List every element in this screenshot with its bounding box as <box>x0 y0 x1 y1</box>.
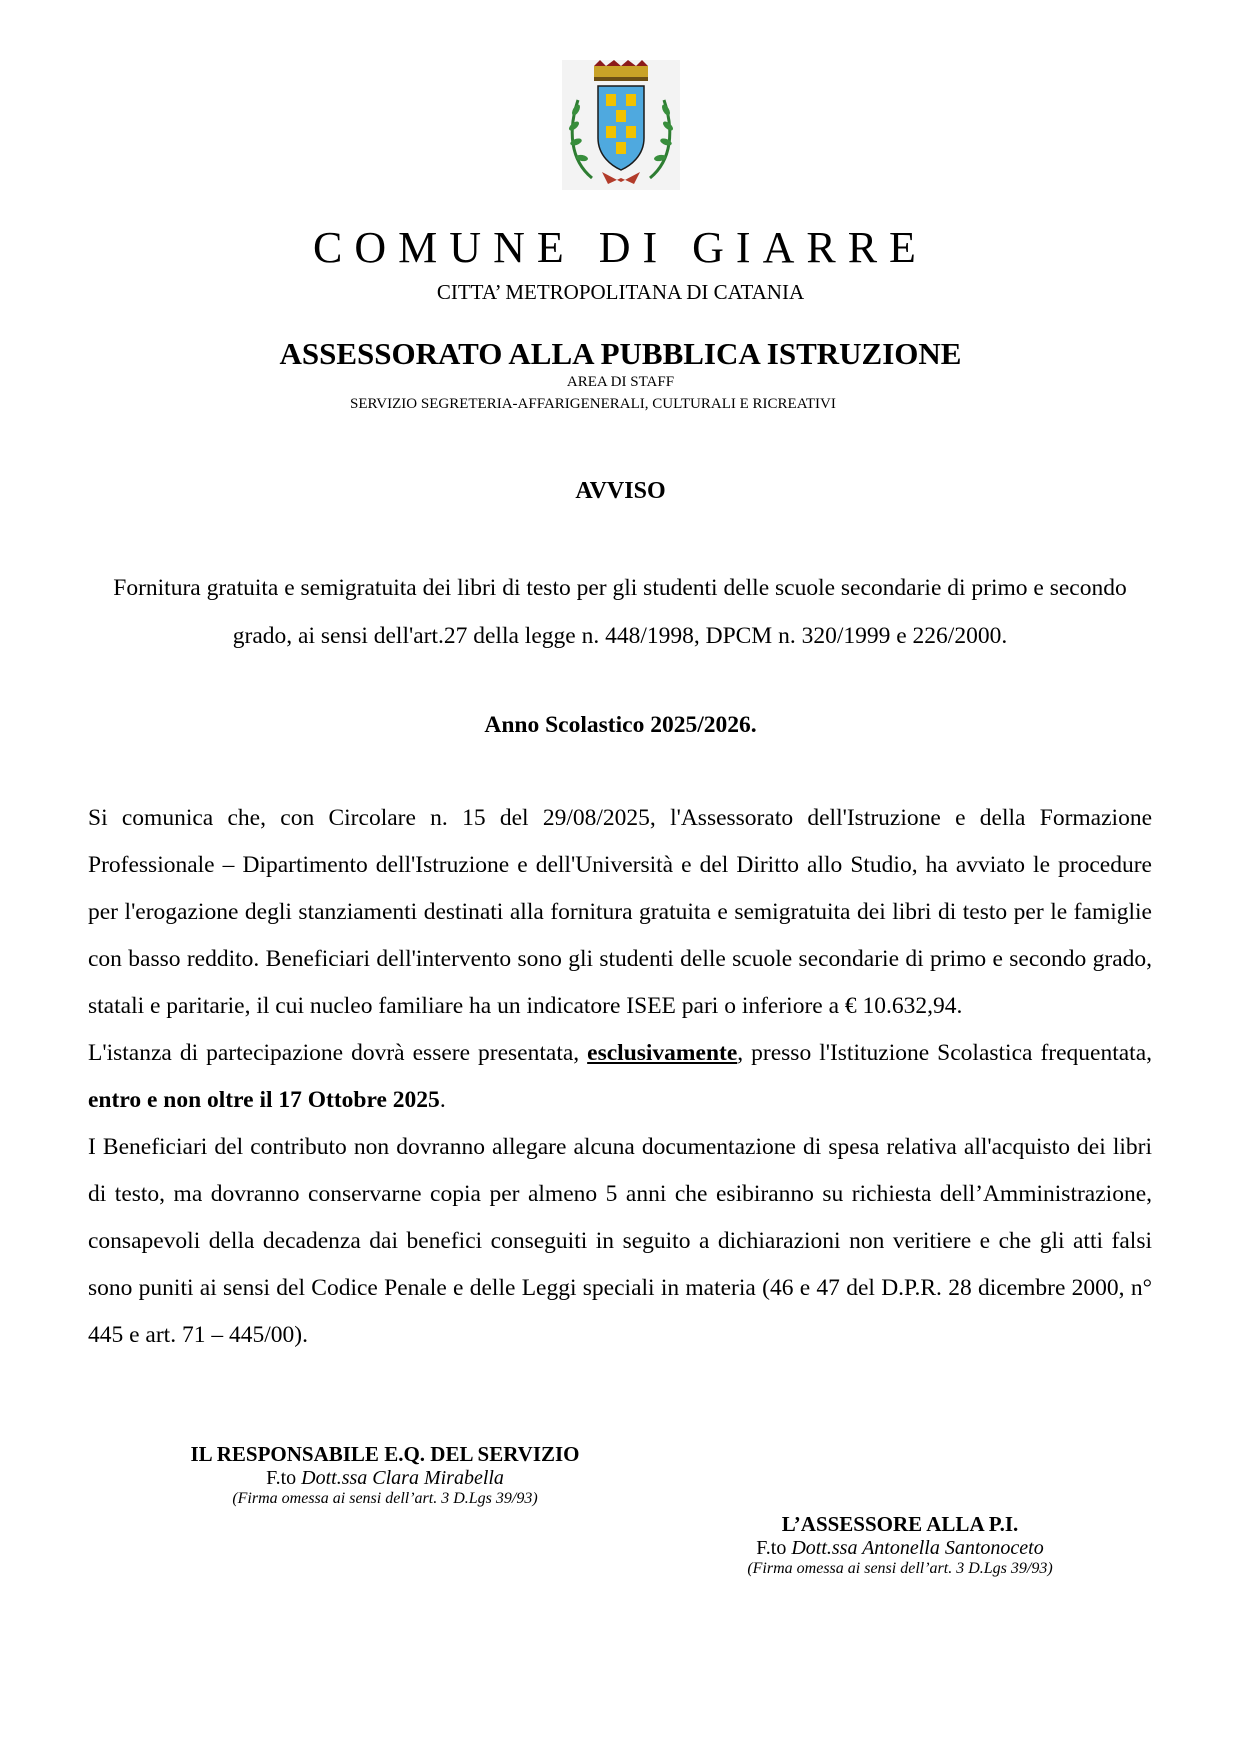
coat-of-arms-icon <box>562 60 680 190</box>
notice-body <box>88 795 1152 1359</box>
signature-name-line <box>650 1537 1150 1560</box>
school-year: Anno Scolastico 2025/2026. <box>484 712 757 738</box>
paragraph-circular: Si comunica che, con Circolare n. 15 del 29/08/2025, l'Assessorato dell'Istruzione e della Formazione Professionale – Dipartimento dell'Istruzione e dell'Università e del Diritto allo Studio, ha avviato le procedure per l'erogazione degli stanziamenti destinati alla fornitura gratuita e semigratuita dei libri di testo per le famiglie con basso reddito. Beneficiari dell'intervento sono gli studenti delle scuole secondarie di primo e secondo grado, statali e paritarie, il cui nucleo familiare ha un indicatore ISEE pari o inferiore a € 10.632,94. <box>88 805 1152 1019</box>
signature-title: L’ASSESSORE ALLA P.I. <box>781 1512 1019 1536</box>
deadline-text: entro e non oltre il 17 Ottobre 2025 <box>88 1087 440 1113</box>
application-text-b: , presso l'Istituzione Scolastica frequentata, <box>737 1040 1152 1066</box>
service-label: SERVIZIO SEGRETERIA-AFFARIGENERALI, CULTURALI E RICREATIVI <box>350 396 836 412</box>
municipality-title: COMUNE DI GIARRE <box>313 223 928 272</box>
notice-heading: AVVISO <box>575 478 666 504</box>
paragraph-application <box>88 1030 1152 1124</box>
signature-name-line <box>120 1467 650 1490</box>
signature-name: Dott.ssa Clara Mirabella <box>301 1467 504 1489</box>
emphasis-exclusively: esclusivamente <box>587 1040 738 1066</box>
application-text-c: . <box>439 1087 446 1113</box>
signature-note: (Firma omessa ai sensi dell’art. 3 D.Lgs 39/93) <box>232 1490 538 1507</box>
department-title: ASSESSORATO ALLA PUBBLICA ISTRUZIONE <box>279 336 962 371</box>
signature-title: IL RESPONSABILE E.Q. DEL SERVIZIO <box>190 1442 580 1466</box>
paragraph-beneficiaries: I Beneficiari del contributo non dovranno allegare alcuna documentazione di spesa relativa all'acquisto dei libri di testo, ma dovranno conservarne copia per almeno 5 anni che esibiranno su richiesta dell’Amministrazione, consapevoli della decadenza dai benefici conseguiti in seguito a dichiarazioni non veritiere e che gli atti falsi sono puniti ai sensi del Codice Penale e delle Leggi speciali in materia (46 e 47 del D.P.R. 28 dicembre 2000, n° 445 e art. 71 – 445/00). <box>88 1134 1152 1348</box>
signature-block-assessor <box>650 1512 1150 1578</box>
application-text-a: L'istanza di partecipazione dovrà essere presentata, <box>88 1040 588 1066</box>
signature-note: (Firma omessa ai sensi dell’art. 3 D.Lgs 39/93) <box>747 1560 1053 1577</box>
municipality-subtitle: CITTA’ METROPOLITANA DI CATANIA <box>436 280 805 304</box>
notice-intro: Fornitura gratuita e semigratuita dei libri di testo per gli studenti delle scuole secondarie di primo e secondo grado, ai sensi dell'art.27 della legge n. 448/1998, DPCM n. 320/1999 e 226/2000. <box>113 575 1127 649</box>
signature-block-responsible <box>120 1442 650 1508</box>
signature-name: Dott.ssa Antonella Santonoceto <box>791 1537 1044 1559</box>
signature-prefix: F.to <box>756 1537 792 1559</box>
signature-prefix: F.to <box>266 1467 302 1489</box>
area-label: AREA DI STAFF <box>566 374 675 390</box>
